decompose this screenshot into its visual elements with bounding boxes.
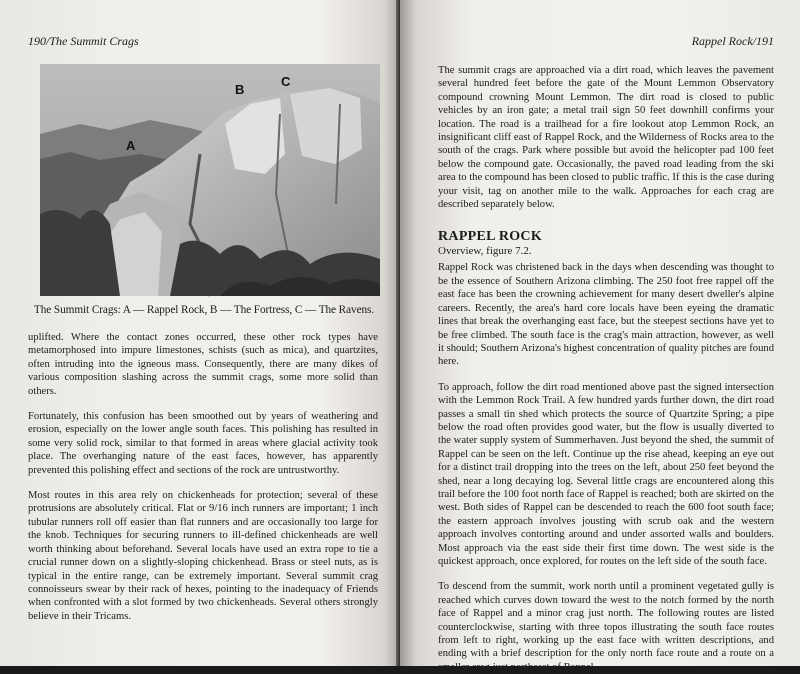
body-paragraph-right-2: To approach, follow the dirt road mentioned above past the signed intersection with the Lemmon Rock Trail. A few hundred yards further down, the dirt road passes a small tin shed which protects the source of Quartzite Spring; a pipe below the road often provides good water, but the flow is usually diverted to the water supply system of Summerhaven. Just beyond the shed, the summit of Rappel can be seen on the left. Continue up the rise ahead, keeping an eye out for a distinct trail dropping into the trees on the left, about 250 feet beyond the shed, near a long decaying log. Several little crags are encountered along this trail before the 100 foot north face of Rappel is reached; both are skirted on the west. Both sides of Rappel can be descended to reach the 600 foot south face; the eastern approach involves jousting with scrub oak and the western approach involves contorting around and under assorted walls and boulders. Most approach via the east side their first time down. The west side is the quickest approach, once explored, for routes on the left side of the south face. [438, 381, 774, 567]
photo-caption: The Summit Crags: A — Rappel Rock, B — The Fortress, C — The Ravens. [33, 304, 375, 316]
running-head-left: 190/The Summit Crags [28, 34, 139, 48]
left-page [0, 0, 400, 666]
body-paragraph-left-3: Most routes in this area rely on chickenheads for protection; several of these protrusions are absolutely critical. Flat or 9/16 inch runners are important; 1 inch tubular runners roll off easier than flat runners and are occasionally too large for the knob. Techniques for securing runners to ill-defined chickenheads are well worth thinking about beforehand. Several locals have used an extra rope to tie a crucial runner down on a slightly-sloping chickenhead. Brass or steel nuts, as is typical in the entire range, can be extremely important. Several summit crag connoisseurs swear by their rack of hexes, pointing to the inadequacy of Friends when confronted with a slot formed by two chickenheads. Several others strongly believe in their Tricams. [28, 490, 378, 622]
summit-crags-photo [40, 64, 380, 296]
intro-paragraph: The summit crags are approached via a dirt road, which leaves the pavement several hundred feet before the gate of the Mount Lemmon Observatory compound crowning Mount Lemmon. The dirt road is closed to public vehicles by an iron gate; a metal trail sign 50 feet downhill confirms your location. The road is a trailhead for a fire lookout atop Lemmon Rock, an insignificant cliff east of Rappel Rock, and the Wilderness of Rocks area to the south of the crags. Park where possible but avoid the helicopter pad 100 feet below the compound gate. Occasionally, the paved road leading from the ski area to the compound has been closed to public traffic. If this is the case during your visit, tag on another mile to the walk. Approaches for each crag are described separately below. [438, 65, 774, 211]
section-heading: RAPPEL ROCK [438, 229, 543, 245]
body-paragraph-right-1: Rappel Rock was christened back in the days when descending was thought to be the essence of Southern Arizona climbing. The 250 foot free rappel off the east face has been the crowning achievement for many desert dweller's alpine careers. Recently, the area's hard core locals have been eyeing the dramatic lines that break the overhanging east face, but the steepest sections have yet to be free climbed. The south face is the crag's main attraction, however, as well it should; Southern Arizona's highest concentration of quality pitches are found here. [438, 262, 774, 368]
body-paragraph-left-2: Fortunately, this confusion has been smoothed out by years of weathering and erosion, especially on the lower angle south faces. This polishing has resulted in some very solid rock, similar to that formed in areas where glacial activity took place. The overhanging nature of the east faces, however, has apparently prevented this polishing effect and sections of the rock are untrustworthy. [28, 411, 378, 476]
crag-photo-image [40, 64, 380, 296]
right-page [400, 0, 800, 673]
photo-label-a: A [126, 138, 136, 153]
running-head-right: Rappel Rock/191 [691, 34, 774, 48]
body-paragraph-right-3: To descend from the summit, work north until a prominent vegetated gully is reached which curves down toward the west to the notch formed by the north face of Rappel and a minor crag just north. The following routes are listed counterclockwise, starting with three topos illustrating the south face routes from left to right, working up the east face with written descriptions, and ending with a brief description for the only north face route and a route on a smaller crag just northeast of Rappel. [438, 581, 774, 673]
photo-label-c: C [281, 74, 291, 89]
photo-label-b: B [235, 82, 245, 97]
body-paragraph-left-1: uplifted. Where the contact zones occurred, these other rock types have metamorphosed into impure limestones, schists (such as mica), and quartzites, often intruding into the igneous mass. Consequently, there are many dikes of various composition slashing across the summit crags, some more solid than others. [28, 332, 378, 397]
section-subhead: Overview, figure 7.2. [438, 245, 532, 258]
